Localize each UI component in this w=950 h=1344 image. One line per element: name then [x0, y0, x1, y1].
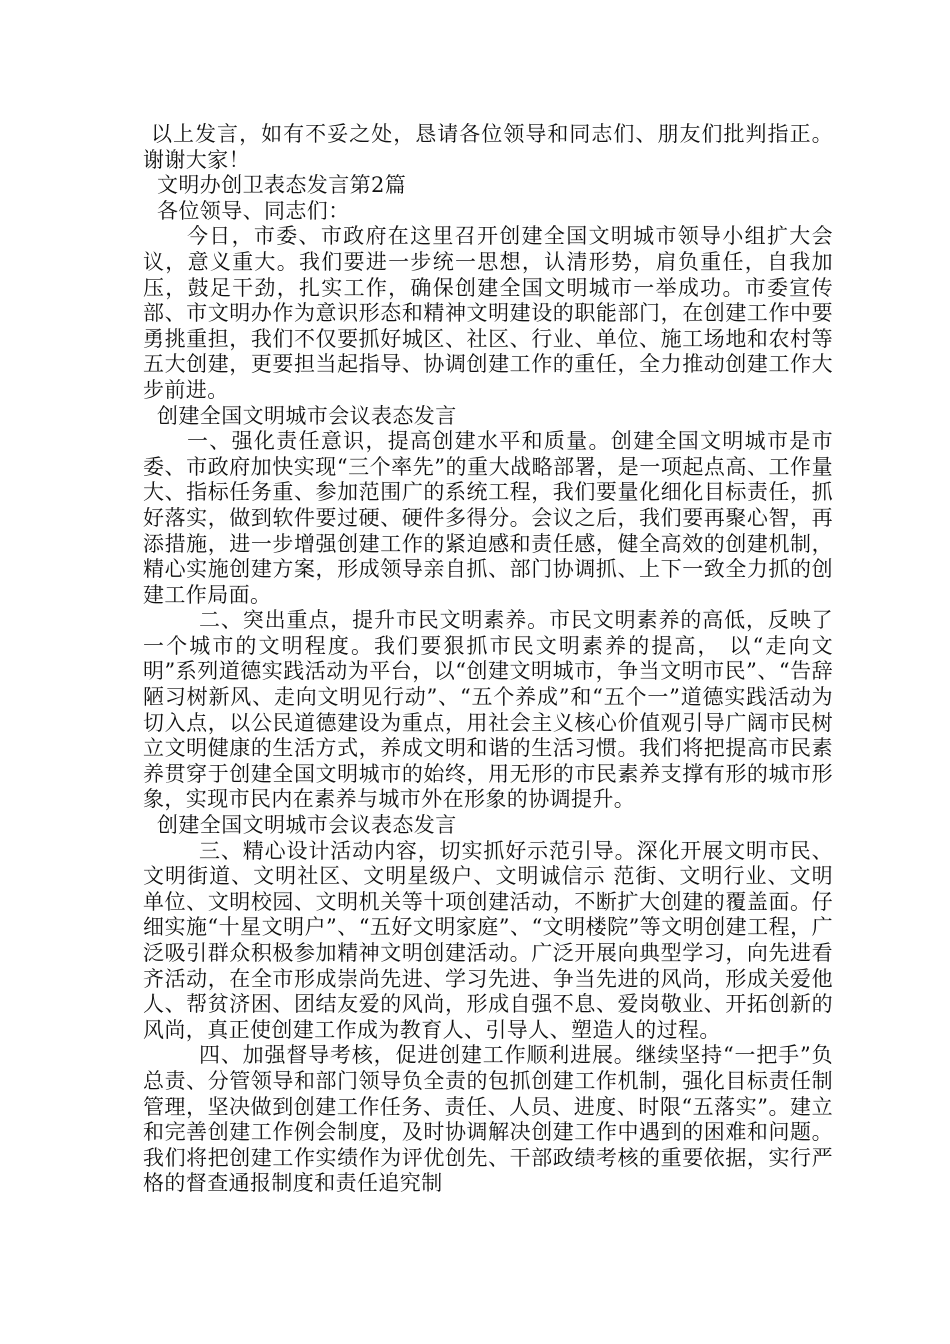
closing-remarks-paragraph: 以上发言，如有不妥之处，恳请各位领导和同志们、朋友们批判指正。谢谢大家！ [143, 122, 833, 172]
salutation: 各位领导、同志们： [157, 198, 350, 223]
body-paragraph-one: 一、强化责任意识，提高创建水平和质量。创建全国文明城市是市委、市政府加快实现“三个率先”的重大战略部署，是一项起点高、工作量大、指标任务重、参加范围广的系统工程，我们要量化细化目标责任，抓好落实，做到软件要过硬、硬件多得分。会议之后，我们要再聚心智，再添措施，进一步增强创建工作的紧迫感和责任感，健全高效的创建机制，精心实施创建方案，形成领导亲自抓、部门协调抓、上下一致全力抓的创建工作局面。 [143, 429, 833, 607]
section-heading: 创建全国文明城市会议表态发言 [157, 403, 457, 428]
section-heading: 创建全国文明城市会议表态发言 [157, 813, 457, 838]
body-paragraph-intro: 今日，市委、市政府在这里召开创建全国文明城市领导小组扩大会议，意义重大。我们要进一步统一思想，认清形势，肩负重任，自我加压，鼓足干劲，扎实工作，确保创建全国文明城市一举成功。市委宣传部、市文明办作为意识形态和精神文明建设的职能部门，在创建工作中要勇挑重担，我们不仅要抓好城区、社区、行业、单位、施工场地和农村等五大创建，更要担当起指导、协调创建工作的重任，全力推动创建工作大步前进。 [143, 224, 833, 402]
body-paragraph-two: 二、突出重点，提升市民文明素养。市民文明素养的高低，反映了一个城市的文明程度。我们要狠抓市民文明素养的提高， 以“走向文明”系列道德实践活动为平台，以“创建文明城市，争当文明市民”、“告辞陋习树新风、走向文明见行动”、“五个养成”和“五个一”道德实践活动为切入点，以公民道德建设为重点，用社会主义核心价值观引导广阔市民树立文明健康的生活方式，养成文明和谐的生活习惯。我们将把提高市民素养贯穿于创建全国文明城市的始终，用无形的市民素养支撑有形的城市形象，实现市民内在素养与城市外在形象的协调提升。 [143, 608, 833, 812]
document-page [143, 122, 833, 1197]
body-paragraph-four: 四、加强督导考核，促进创建工作顺利进展。继续坚持“一把手”负总责、分管领导和部门领导负全责的包抓创建工作机制，强化目标责任制管理，坚决做到创建工作任务、责任、人员、进度、时限“五落实”。建立和完善创建工作例会制度，及时协调解决创建工作中遇到的困难和问题。我们将把创建工作实绩作为评优创先、干部政绩考核的重要依据，实行严格的督查通报制度和责任追究制 [143, 1043, 833, 1196]
article-title: 文明办创卫表态发言第2篇 [157, 173, 407, 198]
body-paragraph-three: 三、精心设计活动内容，切实抓好示范引导。深化开展文明市民、文明街道、文明社区、文明星级户、文明诚信示 范街、文明行业、文明单位、文明校园、文明机关等十项创建活动，不断扩大创建的覆盖面。仔细实施“十星文明户”、“五好文明家庭”、“文明楼院”等文明创建工程，广泛吸引群众积极参加精神文明创建活动。广泛开展向典型学习，向先进看齐活动，在全市形成崇尚先进、学习先进、争当先进的风尚，形成关爱他人、帮贫济困、团结友爱的风尚，形成自强不息、爱岗敬业、开拓创新的风尚，真正使创建工作成为教育人、引导人、塑造人的过程。 [143, 838, 833, 1042]
